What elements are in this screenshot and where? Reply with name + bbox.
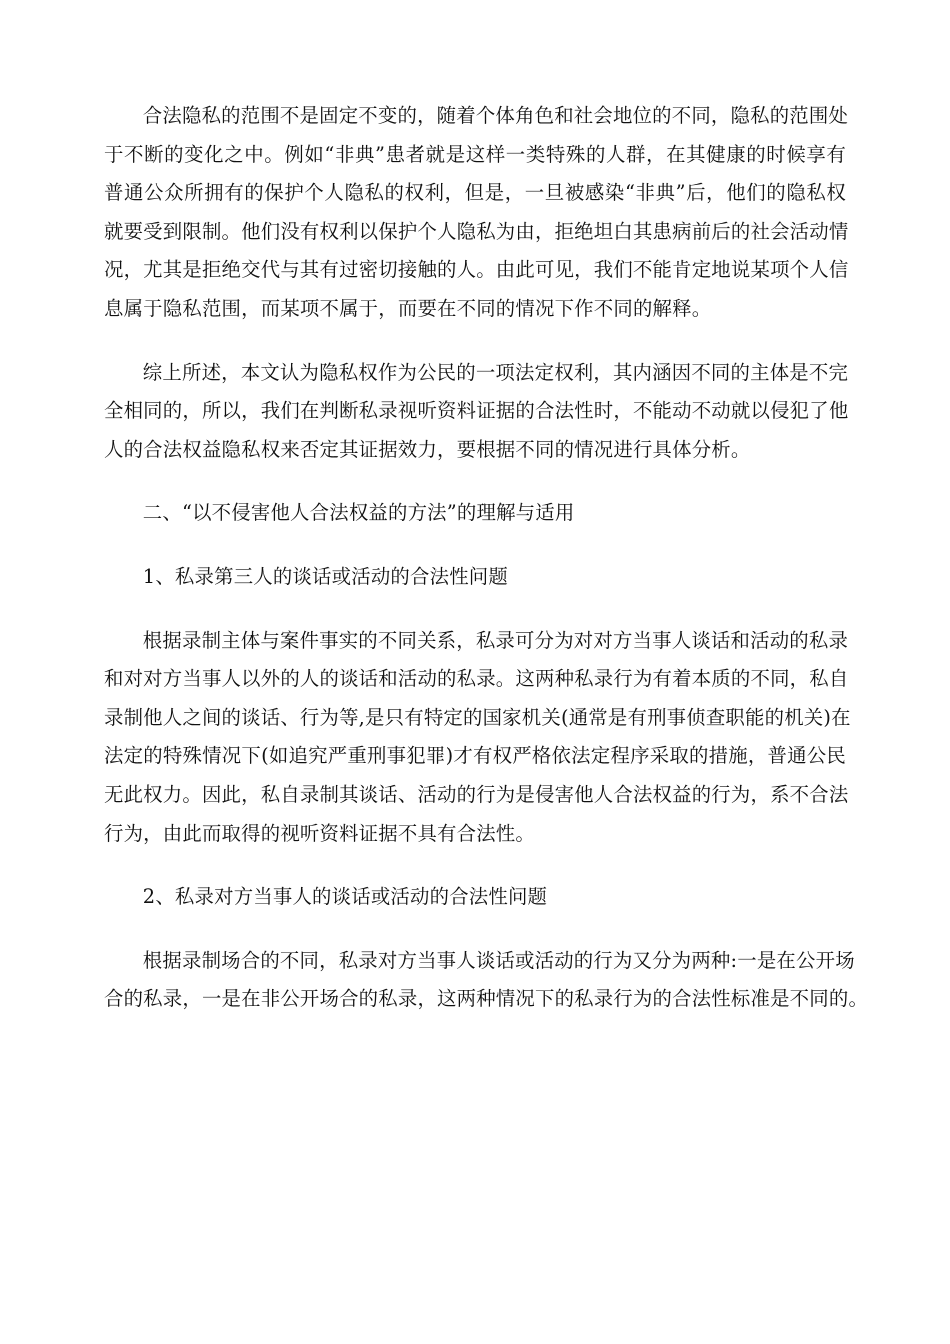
text-line: 根据录制主体与案件事实的不同关系，私录可分为对对方当事人谈话和活动的私录 (142, 628, 849, 652)
text-line: 息属于隐私范围，而某项不属于，而要在不同的情况下作不同的解释。 (104, 296, 712, 320)
text-line: 无此权力。因此，私自录制其谈话、活动的行为是侵害他人合法权益的行为，系不合法 (104, 782, 849, 806)
text-line: 全相同的，所以，我们在判断私录视听资料证据的合法性时，不能动不动就以侵犯了他 (104, 399, 849, 423)
paragraph-summary (104, 354, 849, 470)
text-line: 人的合法权益隐私权来否定其证据效力，要根据不同的情况进行具体分析。 (104, 437, 751, 461)
text-line: 根据录制场合的不同，私录对方当事人谈话或活动的行为又分为两种:一是在公开场 (142, 948, 855, 972)
text-line: 法定的特殊情况下(如追究严重刑事犯罪)才有权严格依法定程序采取的措施，普通公民 (104, 744, 846, 768)
text-line: 行为，由此而取得的视听资料证据不具有合法性。 (104, 821, 535, 845)
text-line: 于不断的变化之中。例如“非典”患者就是这样一类特殊的人群，在其健康的时候享有 (104, 142, 846, 166)
text-line: 就要受到限制。他们没有权利以保护个人隐私为由，拒绝坦白其患病前后的社会活动情 (104, 219, 849, 243)
paragraph-party-recording (104, 942, 869, 1019)
text-line: 合法隐私的范围不是固定不变的，随着个体角色和社会地位的不同，隐私的范围处 (142, 104, 849, 127)
section-heading-main: 二、“以不侵害他人合法权益的方法”的理解与适用 (142, 501, 575, 525)
text-line: 合的私录，一是在非公开场合的私录，这两种情况下的私录行为的合法性标准是不同的。 (104, 987, 869, 1011)
text-line: 况，尤其是拒绝交代与其有过密切接触的人。由此可见，我们不能肯定地说某项个人信 (104, 258, 849, 282)
text-line: 普通公众所拥有的保护个人隐私的权利，但是，一旦被感染“非典”后，他们的隐私权 (104, 181, 846, 205)
text-line: 录制他人之间的谈话、行为等,是只有特定的国家机关(通常是有刑事侦查职能的机关)在 (104, 705, 851, 729)
subsection-heading-1: 1、私录第三人的谈话或活动的合法性问题 (142, 564, 508, 588)
subsection-heading-2: 2、私录对方当事人的谈话或活动的合法性问题 (142, 885, 548, 909)
text-line: 和对对方当事人以外的人的谈话和活动的私录。这两种私录行为有着本质的不同，私自 (104, 667, 849, 691)
paragraph-third-party-recording (104, 622, 851, 854)
paragraph-privacy-scope (104, 97, 849, 329)
text-line: 综上所述，本文认为隐私权作为公民的一项法定权利，其内涵因不同的主体是不完 (142, 360, 849, 384)
